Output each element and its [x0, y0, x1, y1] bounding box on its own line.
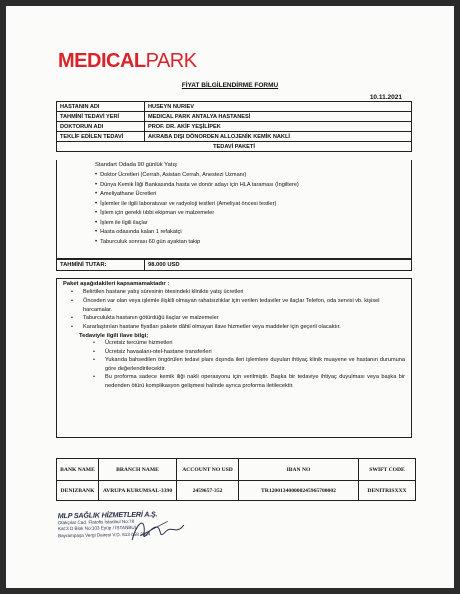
table-cell: DENIZBANK: [57, 481, 99, 501]
total-value: 98.000 USD: [145, 260, 412, 271]
table-row: [57, 481, 416, 501]
excluded-header: Paket aşağıdakileri kapsamamaktadır :: [63, 281, 170, 287]
list-item: • Ücretsiz tercüme hizmetleri: [93, 339, 405, 348]
stamp-address-line: Kat:3 D Blok No:103 Eyüp / İSTANBUL: [57, 525, 138, 532]
table-cell: 2459657-352: [177, 481, 239, 501]
table-row: [57, 132, 412, 142]
list-item: • Taburculukta hastanın götürdüğü ilaçlar ve malzemeler: [71, 314, 405, 323]
extra-info-list: [93, 339, 405, 391]
package-header: TEDAVİ PAKETİ: [57, 142, 412, 152]
info-value: MEDICAL PARK ANTALYA HASTANESİ: [145, 112, 412, 122]
info-label: HASTANIN ADI: [57, 102, 145, 112]
logo-part2: PARK: [145, 50, 197, 72]
list-item: • İşlem için gerekli tıbbi ekipman ve malzemeler: [95, 209, 299, 219]
list-item: • Dünya Kemik İliği Bankasında hasta ve donör adayı için HLA taraması (İngiltere): [95, 181, 299, 191]
column-header: BRANCH NAME: [99, 459, 177, 481]
table-row: [57, 260, 412, 271]
list-item: • Kararlaştırılan hastane fiyatları pakete dâhil olmayan ilave hizmetler veya maddeler için geçerli olacaktır.: [71, 323, 405, 332]
form-date: 10.11.2021: [369, 94, 402, 101]
table-cell: TR120013400000245965700002: [239, 481, 359, 501]
terms-section: [56, 278, 412, 438]
package-list: [95, 171, 299, 247]
table-row: [57, 142, 412, 152]
list-item: • Ameliyathane Ücretleri: [95, 190, 299, 200]
company-stamp: [58, 509, 199, 557]
table-cell: DENITRISXXX: [359, 481, 416, 501]
excluded-list: [71, 288, 405, 332]
list-item: • İşlemler ile ilgili laboratuvar ve radyoloji testleri (Ameliyat öncesi testler): [95, 200, 299, 210]
list-item: • Bu proforma sadece kemik iliği nakli operasyonu için verilmiştir. Başka bir tedaviye ihtiyaç duyulması veya başka bir nedenden ötürü komplikasyon gelişmesi halinde ayrıca proforma iletilecektir.: [93, 373, 405, 390]
bank-table: [56, 458, 416, 501]
list-item: • İşlem ile ilgili ilaçlar: [95, 219, 299, 229]
stamp-company-name: MLP SAĞLIK HİZMETLERİ A.Ş.: [57, 509, 158, 521]
info-label: TAHMİNİ TEDAVİ YERİ: [57, 112, 145, 122]
package-section: [56, 160, 412, 259]
patient-info-table: [56, 101, 412, 152]
column-header: ACCOUNT NO USD: [177, 459, 239, 481]
table-cell: AVRUPA KURUMSAL-3390: [99, 481, 177, 501]
column-header: IBAN NO: [239, 459, 359, 481]
column-header: SWIFT CODE: [359, 459, 416, 481]
info-value: PROF. DR. AKİF YEŞİLİPEK: [145, 122, 412, 132]
table-header-row: [57, 459, 416, 481]
stamp-address-line: Bayrampaşa Vergi Dairesi V.D. 613 058 2094: [57, 531, 151, 539]
table-row: [57, 112, 412, 122]
document-page: [6, 6, 454, 588]
logo-part1: MEDICAL: [58, 50, 146, 72]
info-value: AKRABA DIŞI DÖNORDEN ALLOJENİK KEMİK NAKLİ: [145, 132, 412, 142]
list-item: • Belirtilen hastane yatış süresinin ötesindeki klinikte yatış ücretleri: [71, 288, 405, 297]
list-item: • Taburculuk sonrası 60 gün ayaktan takip: [95, 238, 299, 248]
list-item: • Doktor Ücretleri (Cerrah, Asistan Cerrah, Anestezi Uzmanı): [95, 171, 299, 181]
form-title: FİYAT BİLGİLENDİRME FORMU: [181, 82, 279, 89]
table-row: [57, 122, 412, 132]
info-label: TEKLİF EDİLEN TEDAVİ: [57, 132, 145, 142]
total-table: [56, 259, 412, 271]
extra-info-header: Tedaviyle ilgili ilave bilgi;: [79, 332, 149, 339]
table-row: [57, 102, 412, 112]
list-item: • Hasta odasında kalan 1 refakatçi: [95, 228, 299, 238]
medicalpark-logo: [58, 50, 197, 73]
column-header: BANK NAME: [57, 459, 99, 481]
info-label: DOKTORUN ADI: [57, 122, 145, 132]
info-value: HUSEYN NURIEV: [145, 102, 412, 112]
list-item: • Yukarıda bahsedilen öngörülen tedavi planı dışında ileri işlemlere duyulan ihtiyaç klinik muayene ve hastanın durumuna göre değerlendirilecektir.: [93, 356, 405, 373]
list-item: • Önceden var olan veya işlemle ilişkili olmayan rahatsızlıklar için verilen tedaviler ve ilaçlar Telefon, oda servisi vb. kişisel harcamalar.: [71, 297, 405, 315]
stamp-address-line: Otakçılar Cad. Flatofis İstanbul No:78: [57, 518, 135, 526]
total-label: TAHMİNİ TUTAR:: [57, 260, 145, 271]
list-item: • Ücretsiz havaalanı-otel-hastane transferleri: [93, 348, 405, 357]
signature-icon: [128, 513, 189, 548]
package-intro: Standart Odada 90 günlük Yatış: [95, 162, 177, 168]
